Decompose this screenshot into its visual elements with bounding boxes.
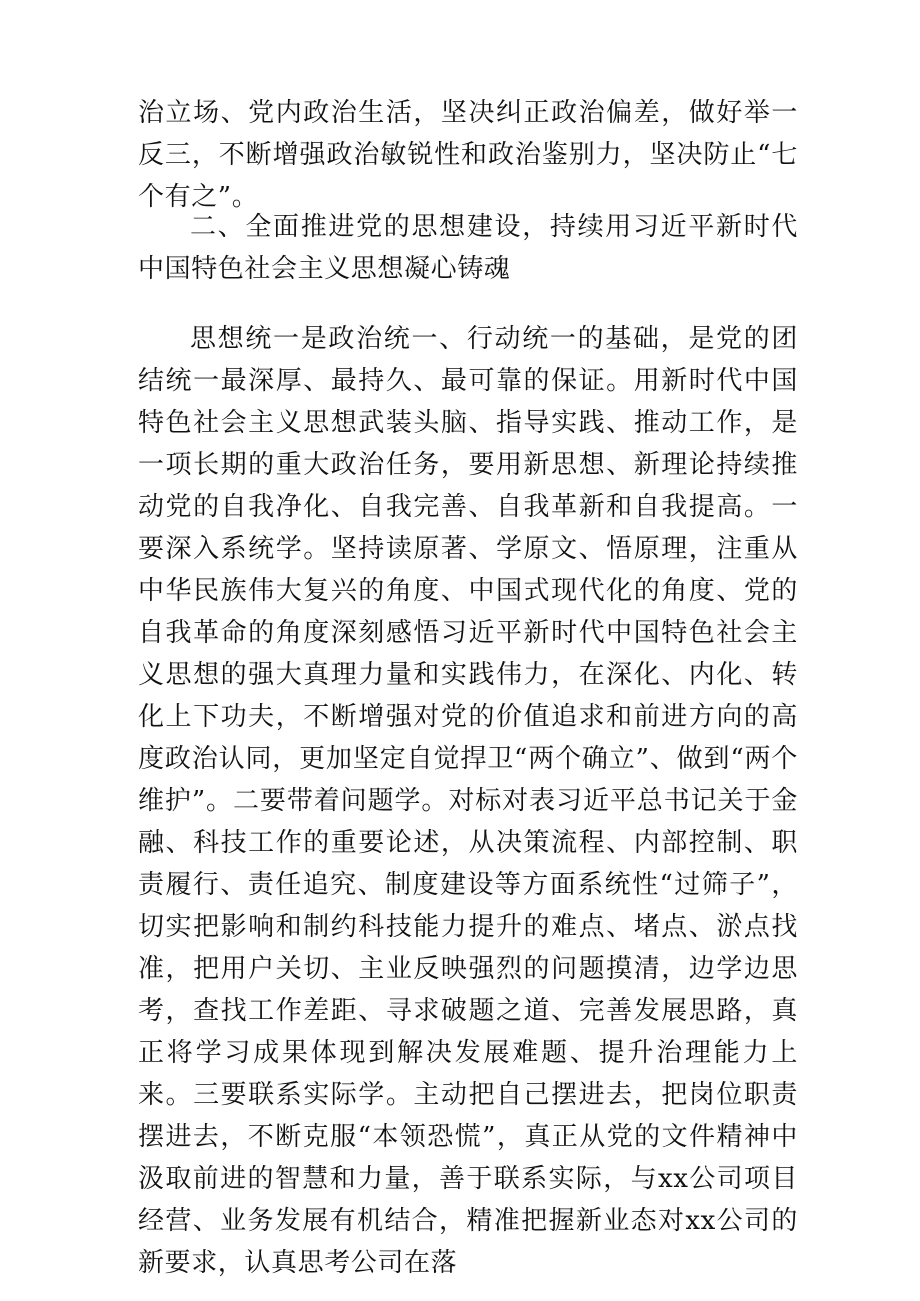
paragraph-ideological-unity: 思想统一是政治统一、行动统一的基础，是党的团结统一最深厚、最持久、最可靠的保证。用新时代中国特色社会主义思想武装头脑、指导实践、推动工作，是一项长期的重大政治任务，要用新思想、新理论持续推动党的自我净化、自我完善、自我革新和自我提高。一要深入系统学。坚持读原著、学原文、悟原理，注重从中华民族伟大复兴的角度、中国式现代化的角度、党的自我革命的角度深刻感悟习近平新时代中国特色社会主义思想的强大真理力量和实践伟力，在深化、内化、转化上下功夫，不断增强对党的价值追求和前进方向的高度政治认同，更加坚定自觉捍卫“两个确立”、做到“两个维护”。二要带着问题学。对标对表习近平总书记关于金融、科技工作的重要论述，从决策流程、内部控制、职责履行、责任追究、制度建设等方面系统性“过筛子”，切实把影响和制约科技能力提升的难点、堵点、淤点找准，把用户关切、主业反映强烈的问题摸清，边学边思考，查找工作差距、寻求破题之道、完善发展思路，真正将学习成果体现到解决发展难题、提升治理能力上来。三要联系实际学。主动把自己摆进去，把岗位职责摆进去，不断克服“本领恐慌”，真正从党的文件精神中汲取前进的智慧和力量，善于联系实际，与xx公司项目经营、业务发展有机结合，精准把握新业态对xx公司的新要求，认真思考公司在落	[138, 324, 798, 1278]
paragraph-political-stance: 治立场、党内政治生活，坚决纠正政治偏差，做好举一反三，不断增强政治敏锐性和政治鉴别力，坚决防止“七个有之”。	[138, 98, 798, 212]
section-heading-ideological-building: 二、全面推进党的思想建设，持续用习近平新时代中国特色社会主义思想凝心铸魂	[138, 212, 798, 284]
